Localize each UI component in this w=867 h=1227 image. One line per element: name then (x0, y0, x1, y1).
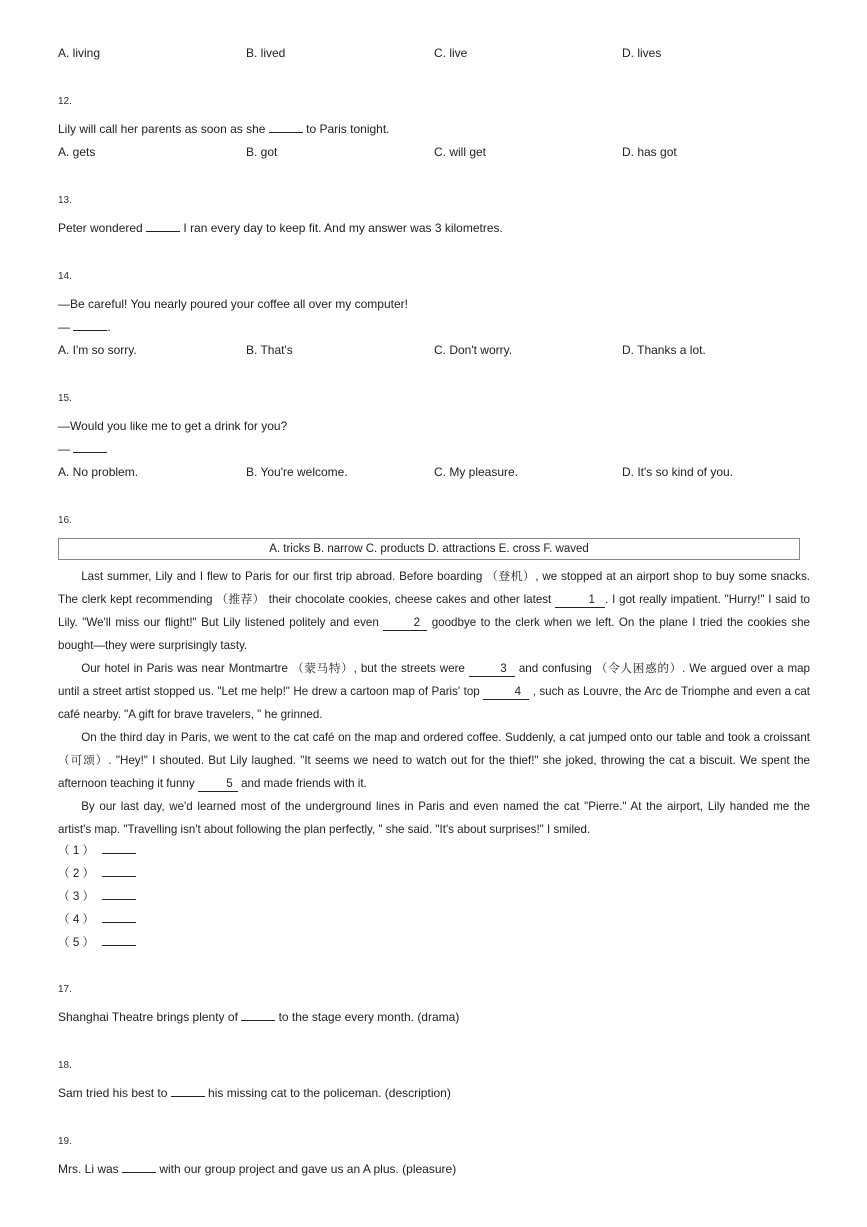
passage-text: On the third day in Paris, we went to the cat café on the map and ordered coffee. Suddenly, a cat jumped onto our table and took a croissant （可颂）. "Hey!" I shouted. But Lily laughed. "It seems we need to watch out for the thief!" she joked, throwing the cat a biscuit. We spent the afternoon teaching it funny (58, 731, 810, 790)
passage-blank-4[interactable]: 4 (483, 685, 529, 700)
q15-option-c[interactable]: C. My pleasure. (434, 465, 519, 479)
answer-label: （ 5 ） (58, 936, 95, 949)
q12-option-d[interactable]: D. has got (622, 145, 677, 159)
q19-stem-part2: with our group project and gave us an A plus. (pleasure) (156, 1162, 457, 1176)
passage-paragraph-1 (58, 565, 810, 657)
q17-number: 17. (58, 984, 72, 995)
passage-paragraph-3 (58, 726, 810, 795)
q17-stem-part1: Shanghai Theatre brings plenty of (58, 1010, 242, 1024)
passage-text: Our hotel in Paris was near Montmartre （蒙马特）, but the streets were (81, 662, 469, 675)
answer-line-1 (58, 842, 136, 858)
passage-blank-3[interactable]: 3 (469, 662, 515, 677)
q18-blank[interactable] (171, 1086, 205, 1097)
q19-stem (58, 1162, 456, 1176)
answer-line-2 (58, 865, 136, 881)
answer-line-5 (58, 934, 136, 950)
q12-option-a[interactable]: A. gets (58, 145, 96, 159)
answer-blank[interactable] (102, 935, 136, 946)
q14-option-a[interactable]: A. I'm so sorry. (58, 343, 137, 357)
answer-label: （ 1 ） (58, 844, 95, 857)
q14-dash: — (58, 320, 74, 334)
answer-label: （ 2 ） (58, 867, 95, 880)
q12-stem-part1: Lily will call her parents as soon as she (58, 122, 269, 136)
answer-blank[interactable] (102, 866, 136, 877)
answer-blank[interactable] (102, 843, 136, 854)
passage-text: goodbye to the clerk when we left. On the plane I tried the cookies she bought—they were surprisingly tasty. (58, 616, 810, 652)
q12-blank[interactable] (269, 122, 303, 133)
q14-blank[interactable] (73, 320, 107, 331)
q14-line2 (58, 320, 111, 334)
q11-option-c[interactable]: C. live (434, 46, 468, 60)
passage-paragraph-2 (58, 657, 810, 726)
q14-option-c[interactable]: C. Don't worry. (434, 343, 513, 357)
passage-paragraph-4: By our last day, we'd learned most of the underground lines in Paris and even named the cat "Pierre." At the airport, Lily handed me the artist's map. "Travelling isn't about following the plan perfectly, " she said. "It's about surprises!" I smiled. (58, 800, 810, 836)
passage-blank-5[interactable]: 5 (198, 777, 238, 792)
passage-text: . I got really impatient. "Hurry!" I said to Lily. "We'll miss our flight!" But Lily listened politely and even (58, 593, 811, 629)
q15-number: 15. (58, 393, 72, 404)
passage-text: and confusing （令人困惑的）. We argued over a map until a street artist stopped us. "Let me help!" He drew a cartoon map of Paris' top (58, 662, 810, 698)
word-bank-box: A. tricks B. narrow C. products D. attractions E. cross F. waved (58, 538, 800, 560)
q13-stem (58, 221, 503, 235)
q14-option-d[interactable]: D. Thanks a lot. (622, 343, 706, 357)
passage-text: and made friends with it. (237, 777, 367, 790)
q11-option-d[interactable]: D. lives (622, 46, 662, 60)
q17-stem (58, 1010, 459, 1024)
q19-blank[interactable] (122, 1162, 156, 1173)
answer-line-3 (58, 888, 136, 904)
q15-line2 (58, 442, 107, 456)
answer-label: （ 3 ） (58, 890, 95, 903)
passage-text: , such as Louvre, the Arc de Triomphe and even a cat café nearby. "A gift for brave travelers, " he grinned. (58, 685, 810, 721)
q15-dash: — (58, 442, 74, 456)
q17-stem-part2: to the stage every month. (drama) (275, 1010, 460, 1024)
q18-stem (58, 1086, 451, 1100)
q19-number: 19. (58, 1136, 72, 1147)
q14-period: . (107, 320, 111, 334)
q16-number: 16. (58, 515, 72, 526)
answer-blank[interactable] (102, 912, 136, 923)
q13-stem-part1: Peter wondered (58, 221, 147, 235)
passage-text: Last summer, Lily and I flew to Paris for our first trip abroad. Before boarding （登机）, we stopped at an airport shop to buy some snacks. The clerk kept recommending （推荐） their chocolate cookies, cheese cakes and other latest (58, 570, 810, 606)
answer-label: （ 4 ） (58, 913, 95, 926)
q18-number: 18. (58, 1060, 72, 1071)
q19-stem-part1: Mrs. Li was (58, 1162, 123, 1176)
q13-stem-part2: I ran every day to keep fit. And my answer was 3 kilometres. (180, 221, 503, 235)
q14-line1: —Be careful! You nearly poured your coffee all over my computer! (58, 297, 408, 311)
q14-number: 14. (58, 271, 72, 282)
q12-option-b[interactable]: B. got (246, 145, 278, 159)
q18-stem-part1: Sam tried his best to (58, 1086, 171, 1100)
q15-blank[interactable] (73, 442, 107, 453)
q15-line1: —Would you like me to get a drink for you? (58, 419, 288, 433)
answer-blank[interactable] (102, 889, 136, 900)
q17-blank[interactable] (241, 1010, 275, 1021)
q11-option-a[interactable]: A. living (58, 46, 101, 60)
passage-blank-1[interactable]: 1 (555, 593, 605, 608)
q11-option-b[interactable]: B. lived (246, 46, 286, 60)
reading-passage (58, 565, 810, 841)
passage-blank-2[interactable]: 2 (383, 616, 427, 631)
q15-option-d[interactable]: D. It's so kind of you. (622, 465, 734, 479)
q18-stem-part2: his missing cat to the policeman. (description) (204, 1086, 451, 1100)
q13-number: 13. (58, 195, 72, 206)
answer-line-4 (58, 911, 136, 927)
q14-option-b[interactable]: B. That's (246, 343, 293, 357)
q12-stem-part2: to Paris tonight. (302, 122, 390, 136)
q12-option-c[interactable]: C. will get (434, 145, 487, 159)
q12-number: 12. (58, 96, 72, 107)
q12-stem (58, 122, 390, 136)
q15-option-a[interactable]: A. No problem. (58, 465, 139, 479)
q13-blank[interactable] (146, 221, 180, 232)
q15-option-b[interactable]: B. You're welcome. (246, 465, 348, 479)
